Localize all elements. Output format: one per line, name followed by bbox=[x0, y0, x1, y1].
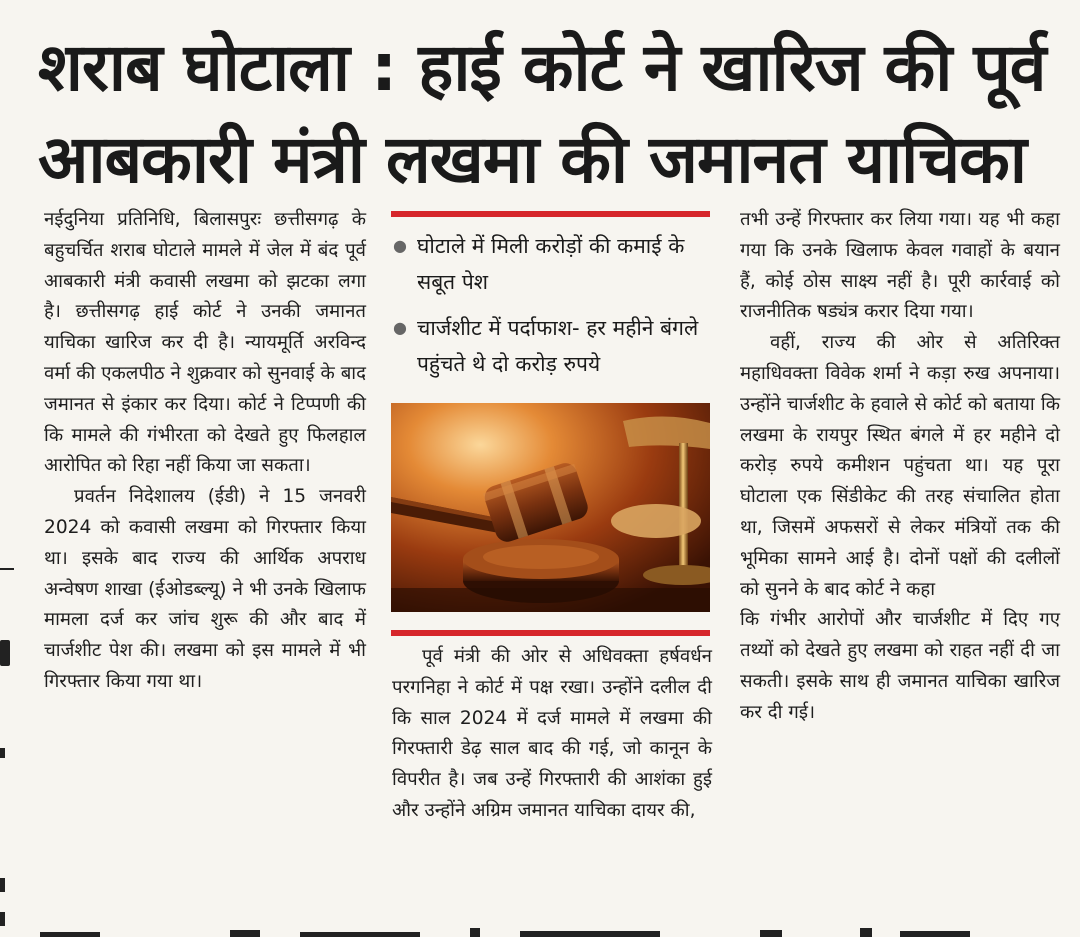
column1-paragraph-2: प्रवर्तन निदेशालय (ईडी) ने 15 जनवरी 2024 को कवासी लखमा को गिरफ्तार किया था। इसके बाद राज्य की आर्थिक अपराध अन्वेषण शाखा (ईओडब्ल्यू) ने भी उनके खिलाफ मामला दर्ज कर जांच शुरू की और बाद में चार्जशीट पेश की। लखमा को इस मामले में भी गिरफ्तार किया गया था। bbox=[44, 486, 366, 692]
red-rule-top bbox=[391, 211, 710, 217]
headline bbox=[38, 22, 1048, 206]
article-column-2 bbox=[392, 642, 712, 827]
headline-line-1: शराब घोटाला : हाई कोर्ट ने खारिज की पूर्व bbox=[38, 29, 1046, 106]
column3-paragraph-2: वहीं, राज्य की ओर से अतिरिक्त महाधिवक्ता विवेक शर्मा ने कड़ा रुख अपनाया। उन्होंने चार्जशीट के हवाले से कोर्ट को बताया कि लखमा के रायपुर स्थित बंगले में हर महीने दो करोड़ रुपये कमीशन पहुंचता था। यह पूरा घोटाला एक सिंडीकेट की तरह संचालित होता था, जिसमें अफसरों से लेकर मंत्रियों तक की भूमिका सामने आई है। दोनों पक्षों की दलीलों को सुनने के बाद कोर्ट ने कहा bbox=[740, 332, 1060, 600]
highlight-item bbox=[393, 228, 713, 300]
column3-paragraph-1: तभी उन्हें गिरफ्तार कर लिया गया। यह भी कहा गया कि उनके खिलाफ केवल गवाहों के बयान हैं, कोई ठोस साक्ष्य नहीं है। पूरी कार्रवाई को राजनीतिक षड्यंत्र करार दिया गया। bbox=[740, 209, 1060, 323]
highlight-item bbox=[393, 310, 713, 382]
column1-paragraph-1: नईदुनिया प्रतिनिधि, बिलासपुरः छत्तीसगढ़ के बहुचर्चित शराब घोटाले मामले में जेल में बंद पूर्व आबकारी मंत्री कवासी लखमा को झटका लगा है। छत्तीसगढ़ हाई कोर्ट ने उनकी जमानत याचिका खारिज कर दी है। न्यायमूर्ति अरविन्द वर्मा की एकलपीठ ने शुक्रवार को सुनवाई के बाद जमानत से इंकार कर दिया। कोर्ट ने टिप्पणी की कि मामले की गंभीरता को देखते हुए फिलहाल आरोपित को रिहा नहीं किया जा सकता। bbox=[44, 209, 366, 477]
bullet-icon: ● bbox=[393, 318, 407, 337]
red-rule-bottom bbox=[391, 630, 710, 636]
article-column-1 bbox=[44, 205, 366, 698]
adjacent-article-edge bbox=[0, 200, 22, 937]
article-column-3 bbox=[740, 205, 1060, 729]
highlights-box bbox=[393, 228, 713, 392]
column2-paragraph-1: पूर्व मंत्री की ओर से अधिवक्ता हर्षवर्धन परगनिहा ने कोर्ट में पक्ष रखा। उन्होंने दलील दी कि साल 2024 में दर्ज मामले में लखमा की गिरफ्तारी डेढ़ साल बाद की गई, जो कानून के विपरीत है। जब उन्हें गिरफ्तारी की आशंका हुई और उन्होंने अग्रिम जमानत याचिका दायर की, bbox=[392, 646, 712, 821]
headline-line-2: आबकारी मंत्री लखमा की जमानत याचिका bbox=[38, 121, 1026, 198]
bullet-icon: ● bbox=[393, 236, 407, 255]
gavel-photo bbox=[391, 403, 710, 612]
cropped-next-headline bbox=[0, 922, 1080, 937]
highlight-text-2: चार्जशीट में पर्दाफाश- हर महीने बंगले पहुंचते थे दो करोड़ रुपये bbox=[417, 316, 699, 376]
highlight-text-1: घोटाले में मिली करोड़ों की कमाई के सबूत पेश bbox=[417, 234, 685, 294]
column3-paragraph-3: कि गंभीर आरोपों और चार्जशीट में दिए गए तथ्यों को देखते हुए लखमा को राहत नहीं दी जा सकती। इसके साथ ही जमानत याचिका खारिज कर दी गई। bbox=[740, 609, 1060, 723]
gavel-photo-icon bbox=[391, 403, 710, 612]
